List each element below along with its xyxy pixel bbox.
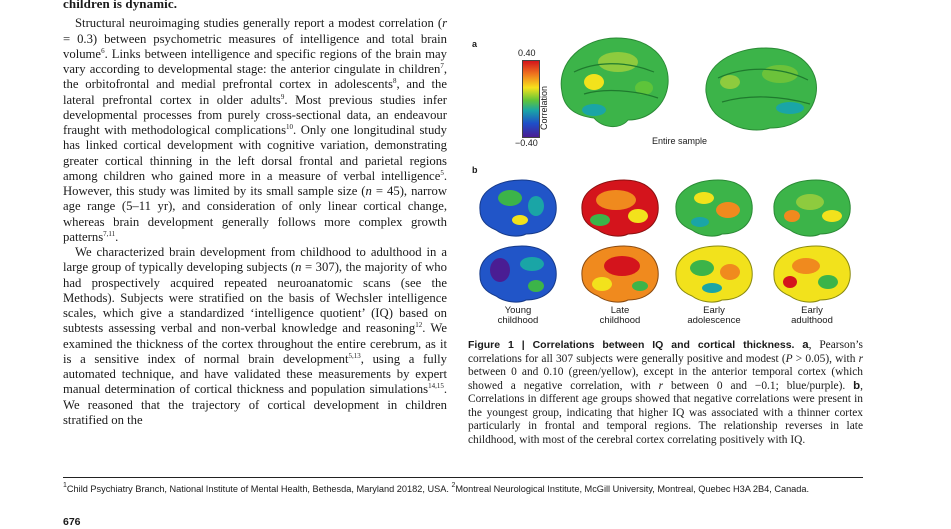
age-label-early-adulthood: Early adulthood (791, 305, 833, 326)
entire-sample-label: Entire sample (652, 136, 708, 146)
colorbar-max-label: 0.40 (518, 48, 536, 58)
page-number: 676 (63, 516, 81, 528)
age-group-labels (468, 306, 863, 336)
brain-entire-right (700, 42, 822, 134)
brain-early-adolescence-bottom (672, 242, 756, 306)
colorbar (522, 60, 540, 138)
age-label-early-adolescence: Early adolescence (687, 305, 741, 326)
body-paragraph-2: We characterized brain development from childhood to adulthood in a large group of typically developing subjects (n = 307), the majority of who had prospectively acquired repeated neuroanatomic scans (see the Methods). Subjects were stratified on the basis of Wechsler intelligence scales, which give a standardized ‘intelligence quotient’ (IQ) based on subtests assessing verbal and non-verbal knowledge and reasoning$^{12}$. We examined the thickness of the cortex throughout the entire cerebrum, as it is a sensitive index of normal brain development$^{5,13}$, using a fully automated technique, and have validated these measurements by expert manual determination of cortical thickness and population simulations$^{14,15}$. We reasoned that the trajectory of cortical development in children stratified on the (63, 245, 448, 427)
brain-early-adolescence-top (672, 176, 756, 240)
figure-caption: Figure 1 | Correlations between IQ and cortical thickness. a, Pearson’s correlations for all 307 subjects were generally positive and modest (P > 0.05), with r between 0 and 0.10 (green/yellow), except in the anterior temporal cortex (which showed a negative correlation, with r between 0 and −0.1; blue/purple). b, Correlations in different age groups showed that negative correlations were present in the youngest group, indicating that higher IQ was associated with a thinner cortex particularly in frontal and temporal regions. The relationship reverses in late childhood, with most of the cerebral cortex correlating positively with IQ. (468, 339, 863, 446)
age-label-late-childhood: Late childhood (599, 305, 641, 326)
colorbar-min-label: −0.40 (515, 138, 538, 148)
left-text-column (63, 0, 447, 428)
body-paragraph-1: Structural neuroimaging studies generally report a modest correlation (r = 0.3) between psychometric measures of intelligence and total brain volume$^6$. Links between intelligence and specific regions of the brain may vary according to developmental stage: the anterior cingulate in children$^7$, the orbitofrontal and medial prefrontal cortex in adolescents$^8$, and the lateral prefrontal cortex in older adults$^9$. Most previous studies infer developmental processes from purely cross-sectional data, an endeavour fraught with methodological complications$^{10}$. Only one longitudinal study has linked cortical development with cognitive variation, demonstrating greater cortical thinning in the left dorsal frontal and parietal regions among children who gained more in a measure of verbal intelligence$^5$. However, this study was limited by its small sample size (n = 45), narrow age range (5–11 yr), and consideration of only linear cortical change, whereas brain development generally follows more complex growth patterns$^{7,11}$. (63, 16, 448, 244)
brain-late-childhood-bottom (578, 242, 662, 306)
brain-entire-left (554, 32, 674, 132)
brain-early-adulthood-bottom (770, 242, 854, 306)
brain-late-childhood-top (578, 176, 662, 240)
age-label-young-childhood: Young childhood (497, 305, 539, 326)
brain-young-childhood-top (476, 176, 560, 240)
brain-early-adulthood-top (770, 176, 854, 240)
brain-young-childhood-bottom (476, 242, 560, 306)
figure-1 (468, 30, 863, 340)
panel-b-letter: b (472, 165, 478, 175)
affiliation-footnote: $^1$Child Psychiatry Branch, National Institute of Mental Health, Bethesda, Maryland 20182, USA. $^2$Montreal Neurological Institute, McGill University, Montreal, Quebec H3A 2B4, Canada. (63, 482, 810, 494)
colorbar-title: Correlation (539, 85, 549, 130)
footnote-divider (63, 477, 863, 478)
section-heading: children is dynamic. (63, 0, 178, 11)
panel-a-letter: a (472, 39, 478, 49)
